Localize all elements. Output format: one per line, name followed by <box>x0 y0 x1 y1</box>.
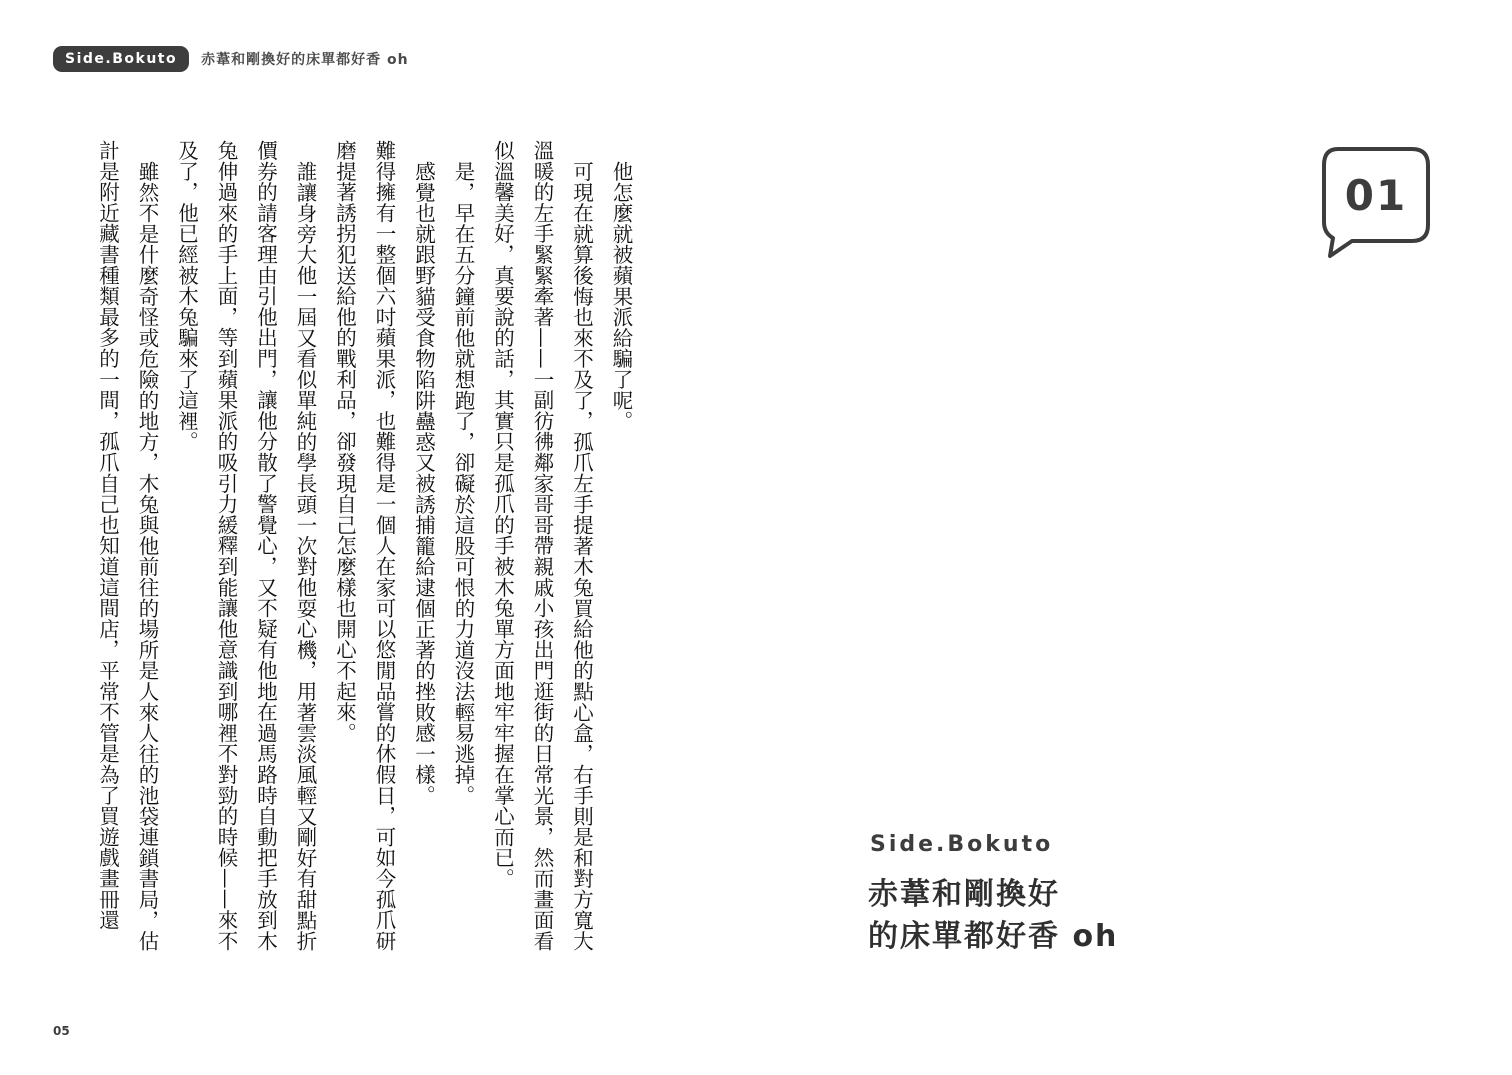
chapter-title <box>868 874 1168 958</box>
header-badge: Side.Bokuto <box>53 46 189 72</box>
chapter-title-line: 的床單都好香 oh <box>868 919 1119 954</box>
paragraph: 是，早在五分鐘前他就想跑了，卻礙於這股可恨的力道沒法輕易逃掉。 <box>451 160 475 806</box>
header-title: 赤葦和剛換好的床單都好香 oh <box>201 52 409 68</box>
paragraph: 誰讓身旁大他一屆又看似單純的學長頭一次對他耍心機，用著雲淡風輕又剛好有甜點折價券的請客理由引他出門，讓他分散了警覺心，又不疑有他地在過馬路時自動把手放到木兔伸過來的手上面，等到蘋果派的吸引力緩釋到能讓他意識到哪裡不對勁的時候——來不及了，他已經被木兔騙來了這裡。 <box>174 140 317 952</box>
chapter-title-line: 赤葦和剛換好 <box>868 877 1060 912</box>
chapter-number: 01 <box>1344 171 1408 220</box>
body-text <box>95 140 640 970</box>
paragraph: 他怎麼就被蘋果派給騙了呢。 <box>609 160 633 431</box>
paragraph: 感覺也就跟野貓受食物陷阱蠱惑又被誘捕籠給逮個正著的挫敗感一樣。 <box>411 160 436 806</box>
paragraph: 可現在就算後悔也來不及了，孤爪左手提著木兔買給他的點心盒，右手則是和對方寬大溫暖的左手緊緊牽著——一副彷彿鄰家哥哥帶親戚小孩出門逛街的日常光景，然而畫面看似溫馨美好，真要說的話，其實只是孤爪的手被木兔單方面地牢牢握在掌心而已。 <box>490 140 594 952</box>
paragraph: 難得擁有一整個六吋蘋果派，也難得是一個人在家可以悠閒品嘗的休假日，可如今孤爪研磨提著誘拐犯送給他的戰利品，卻發現自己怎麼樣也開心不起來。 <box>332 140 396 952</box>
page-number: 05 <box>53 1024 70 1038</box>
paragraph: 雖然不是什麼奇怪或危險的地方，木兔與他前往的場所是人來人往的池袋連鎖書局，估計是附近藏書種類最多的一間，孤爪自己也知道這間店，平常不管是為了買遊戲畫冊還 <box>95 140 159 951</box>
side-title: Side.Bokuto <box>870 832 1054 857</box>
running-header <box>53 46 409 72</box>
